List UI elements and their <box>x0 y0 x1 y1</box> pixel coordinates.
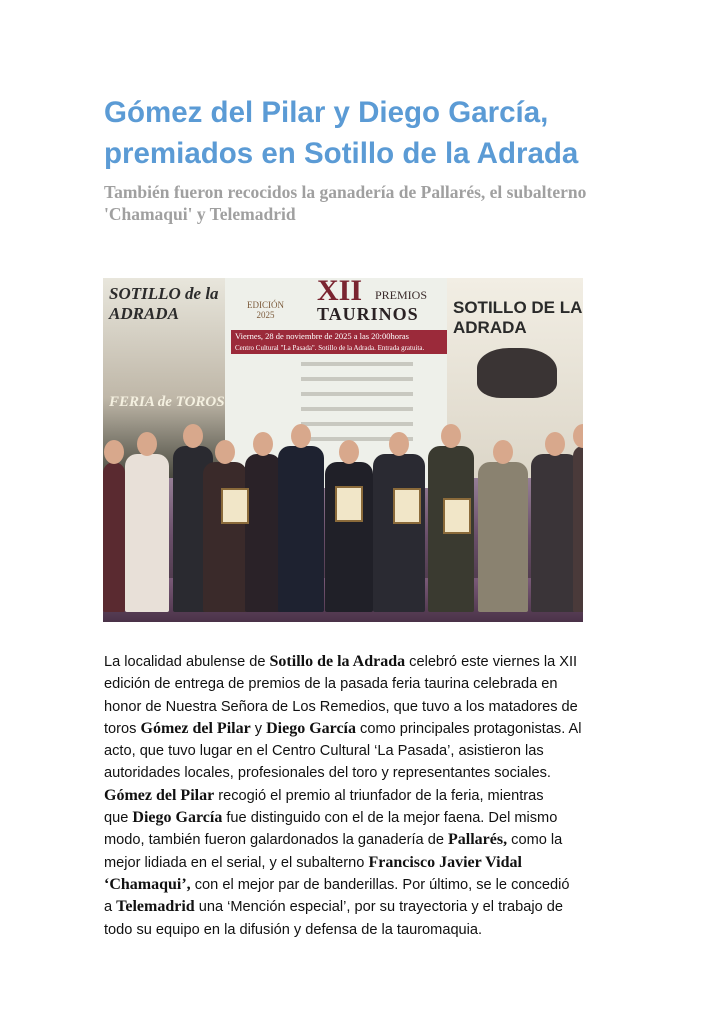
award-plaque <box>443 498 471 534</box>
body-line <box>104 829 644 851</box>
subtitle-line: 'Chamaqui' y Telemadrid <box>104 204 296 224</box>
award-plaque <box>335 486 363 522</box>
person <box>373 454 425 612</box>
text: La localidad abulense de <box>104 654 270 670</box>
body-line <box>104 651 644 673</box>
body-line <box>104 807 644 829</box>
body-line <box>104 919 644 941</box>
bold-text: Diego García <box>132 809 223 827</box>
body-line <box>104 852 644 874</box>
person-head <box>545 432 565 456</box>
person-head <box>339 440 359 464</box>
edition-text: EDICIÓN <box>247 300 284 310</box>
person-head <box>137 432 157 456</box>
text: a <box>104 899 117 916</box>
bold-text: Pallarés, <box>448 831 508 849</box>
person-head <box>389 432 409 456</box>
person <box>203 462 247 612</box>
body-line <box>104 874 644 896</box>
body-line <box>104 762 644 784</box>
poster-left-title: SOTILLO de la ADRADA <box>109 284 219 323</box>
date-text: Viernes, 28 de noviembre de 2025 a las 20:00horas <box>235 331 409 341</box>
person-head <box>183 424 203 448</box>
text: modo, también fueron galardonados la ganadería de <box>104 832 449 849</box>
person-head <box>104 440 124 464</box>
text: con el mejor par de banderillas. Por último, se le concedió <box>190 876 570 893</box>
bold-text: Diego García <box>266 719 356 737</box>
roman-numeral: XII <box>317 278 363 307</box>
title-line: Gómez del Pilar y Diego García, <box>104 96 549 129</box>
bold-text: ‘Chamaqui’, <box>104 875 191 893</box>
subtitle-line: También fueron recocidos la ganadería de Pallarés, el subalterno <box>104 182 587 202</box>
article-body <box>104 651 644 941</box>
body-line <box>104 673 644 695</box>
article-subtitle <box>104 181 644 225</box>
person-head <box>253 432 273 456</box>
text: como la <box>507 832 563 849</box>
body-line <box>104 785 644 807</box>
text: honor de Nuestra Señora de Los Remedios, que tuvo a los matadores de <box>104 698 578 715</box>
text: toros <box>104 720 141 737</box>
bold-text: Sotillo de la Adrada <box>269 653 406 670</box>
text: todo su equipo en la difusión y defensa de la tauromaquia. <box>104 921 483 938</box>
text: una ‘Mención especial’, por su trayectoria y el trabajo de <box>194 899 563 916</box>
edition-year: 2025 <box>256 310 275 320</box>
body-line <box>104 718 644 740</box>
text: fue distinguido con el de la mejor faena. Del mismo <box>222 810 558 827</box>
edition-label <box>247 300 284 320</box>
text: como principales protagonistas. Al <box>356 720 582 737</box>
bull-image <box>477 348 557 398</box>
text: mejor lidiada en el serial, y el subalterno <box>104 854 369 871</box>
venue-text: Centro Cultural "La Pasada". Sotillo de la Adrada. Entrada gratuita. <box>235 344 425 352</box>
premios-label: PREMIOS <box>375 288 428 302</box>
text: edición de entrega de premios de la pasada feria taurina celebrada en <box>104 676 558 693</box>
person <box>478 462 528 612</box>
bold-text: Telemadrid <box>116 898 195 916</box>
person <box>245 454 281 612</box>
person <box>125 454 169 612</box>
body-line <box>104 896 644 918</box>
bold-text: Francisco Javier Vidal <box>368 853 522 871</box>
body-line <box>104 696 644 718</box>
text: autoridades locales, profesionales del toro y representantes sociales. <box>104 765 551 782</box>
text: y <box>250 720 267 737</box>
award-list <box>301 362 441 452</box>
person <box>278 446 324 612</box>
text: recogió el premio al triunfador de la feria, mientras <box>214 787 544 804</box>
bold-text: Gómez del Pilar <box>140 719 251 737</box>
person-head <box>493 440 513 464</box>
person <box>103 462 125 612</box>
person <box>325 462 373 612</box>
person <box>531 454 579 612</box>
person-head <box>441 424 461 448</box>
text: que <box>104 810 133 827</box>
person <box>573 446 583 612</box>
person-head <box>291 424 311 448</box>
article-title <box>104 92 664 174</box>
title-line: premiados en Sotillo de la Adrada <box>104 137 579 170</box>
text: celebró este viernes la XII <box>405 654 578 670</box>
award-plaque <box>393 488 421 524</box>
text: acto, que tuvo lugar en el Centro Cultural ‘La Pasada’, asistieron las <box>104 743 544 760</box>
person-head <box>215 440 235 464</box>
award-plaque <box>221 488 249 524</box>
taurinos-label: TAURINOS <box>317 304 419 324</box>
poster-right-title: SOTILLO DE LA ADRADA <box>453 298 582 337</box>
date-band <box>231 330 447 354</box>
article-photo <box>103 278 583 622</box>
body-line <box>104 740 644 762</box>
poster-left-bottom: FERIA de TOROS <box>109 394 225 410</box>
bold-text: Gómez del Pilar <box>104 786 215 804</box>
